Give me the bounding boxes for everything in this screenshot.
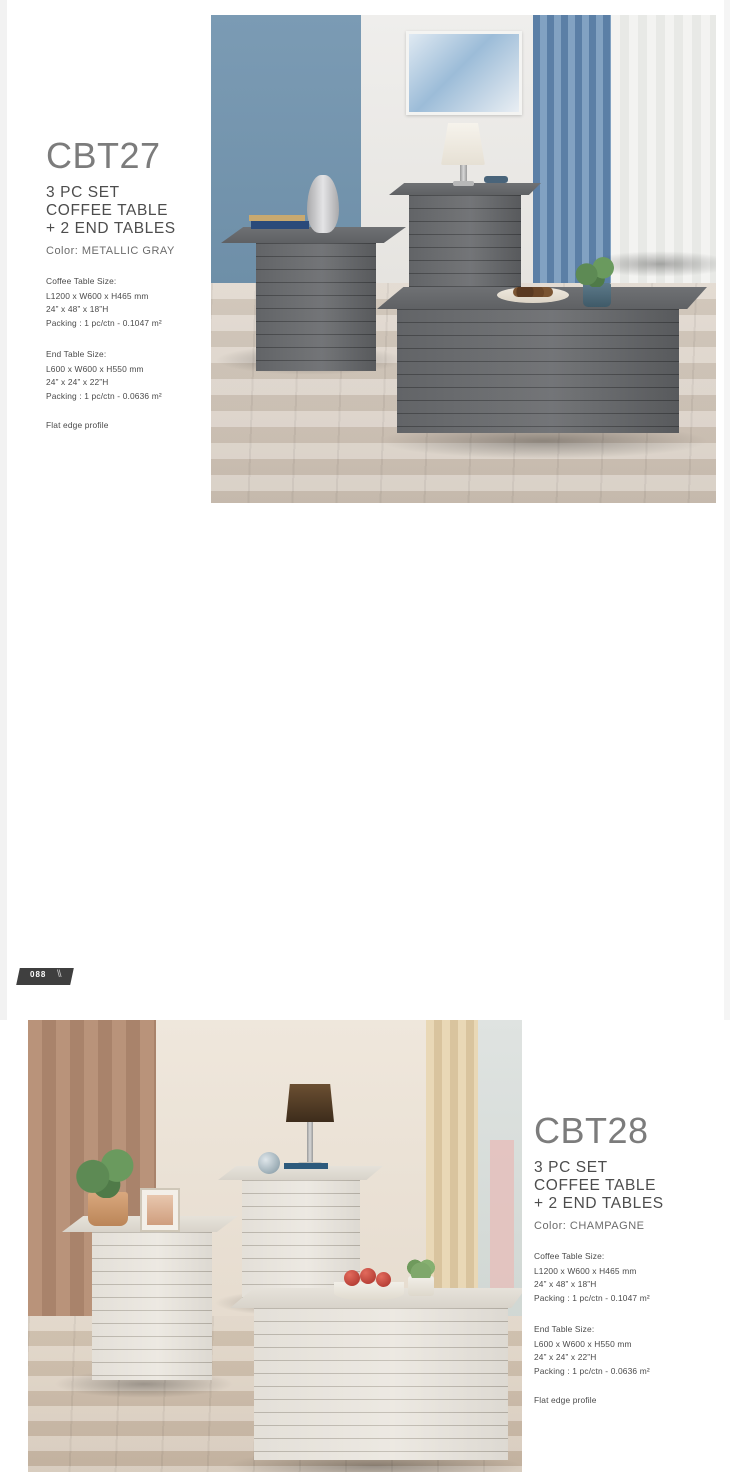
decor-pine-cones (513, 287, 553, 297)
end-table-dimensions-mm: L600 x W600 x H550 mm (46, 363, 144, 374)
decor-book-blue (251, 221, 309, 229)
end-table-left-body (92, 1232, 212, 1380)
decor-apple-1 (344, 1270, 360, 1286)
end-table-packing: Packing : 1 pc/ctn - 0.0636 m² (46, 390, 162, 401)
coffee-table-specs (534, 1250, 704, 1305)
footer-decoration: \\ (57, 969, 61, 980)
decor-tray-small (484, 176, 508, 183)
coffee-table-dimensions-mm: L1200 x W600 x H465 mm (534, 1265, 637, 1276)
end-table-dimensions-in: 24” x 24” x 22”H (534, 1352, 597, 1362)
page-number: 088 (30, 970, 47, 979)
decor-fruit-plate (334, 1282, 404, 1300)
end-table-dimensions-mm: L600 x W600 x H550 mm (534, 1338, 632, 1349)
table-lamp-stem (307, 1122, 313, 1164)
coffee-table-specs-title: Coffee Table Size: (534, 1251, 605, 1261)
color-label: Color: CHAMPAGNE (534, 1220, 645, 1232)
product-text-cbt27 (46, 135, 211, 430)
headline-line-2: COFFEE TABLE (46, 202, 169, 219)
edge-profile-note: Flat edge profile (46, 420, 109, 430)
end-table-specs-title: End Table Size: (534, 1324, 595, 1334)
decor-globe (258, 1152, 280, 1174)
decor-plant-leaves (70, 1144, 146, 1198)
headline-line-1: 3 PC SET (46, 184, 120, 201)
room-scene-champagne (28, 1020, 522, 1472)
model-code-text: CBT28 (534, 1110, 649, 1151)
headline-line-1: 3 PC SET (534, 1159, 608, 1176)
photo-frame-image (147, 1195, 173, 1225)
coffee-table-specs (46, 275, 211, 330)
wall-artwork (406, 31, 522, 115)
decor-plant-leaves (571, 255, 623, 287)
color-label: Color: METALLIC GRAY (46, 245, 175, 257)
decor-apple-3 (376, 1272, 391, 1287)
table-lamp-shade (441, 123, 485, 165)
product-block-cbt27 (0, 0, 730, 500)
decor-succulent-pot (408, 1276, 434, 1296)
end-table-left-body (256, 243, 376, 371)
model-code-cbt28 (534, 1110, 704, 1151)
product-text-cbt28 (534, 1110, 704, 1405)
end-table-specs (534, 1323, 704, 1378)
coffee-table-specs-title: Coffee Table Size: (46, 276, 117, 286)
model-code-text: CBT27 (46, 135, 161, 176)
coffee-table-packing: Packing : 1 pc/ctn - 0.1047 m² (534, 1292, 650, 1303)
headline-line-3: + 2 END TABLES (46, 220, 176, 237)
edge-profile-note: Flat edge profile (534, 1395, 597, 1405)
room-scene-gray (211, 15, 716, 503)
headline-line-3: + 2 END TABLES (534, 1195, 664, 1212)
pink-panel (490, 1140, 514, 1300)
end-table-specs (46, 348, 211, 403)
table-lamp-shade-dark (286, 1084, 334, 1122)
coffee-table-dimensions-mm: L1200 x W600 x H465 mm (46, 290, 149, 301)
decor-apple-2 (360, 1268, 376, 1284)
decor-book-blue (284, 1163, 328, 1169)
decor-vase (307, 175, 339, 233)
coffee-table-dimensions-in: 24” x 48” x 18”H (534, 1279, 597, 1289)
end-table-packing: Packing : 1 pc/ctn - 0.0636 m² (534, 1365, 650, 1376)
table-lamp-base (453, 181, 474, 186)
decor-succulent-leaves (406, 1252, 436, 1278)
decor-photo-frame (140, 1188, 180, 1232)
end-table-specs-title: End Table Size: (46, 349, 107, 359)
product-photo-cbt27 (211, 15, 716, 503)
headline-line-2: COFFEE TABLE (534, 1177, 657, 1194)
end-table-dimensions-in: 24” x 24” x 22”H (46, 377, 109, 387)
coffee-table-body (254, 1308, 508, 1460)
coffee-table-body (397, 309, 679, 433)
coffee-table-dimensions-in: 24” x 48” x 18”H (46, 304, 109, 314)
model-code-cbt27 (46, 135, 211, 176)
coffee-table-packing: Packing : 1 pc/ctn - 0.1047 m² (46, 317, 162, 328)
product-photo-cbt28 (28, 1020, 522, 1472)
